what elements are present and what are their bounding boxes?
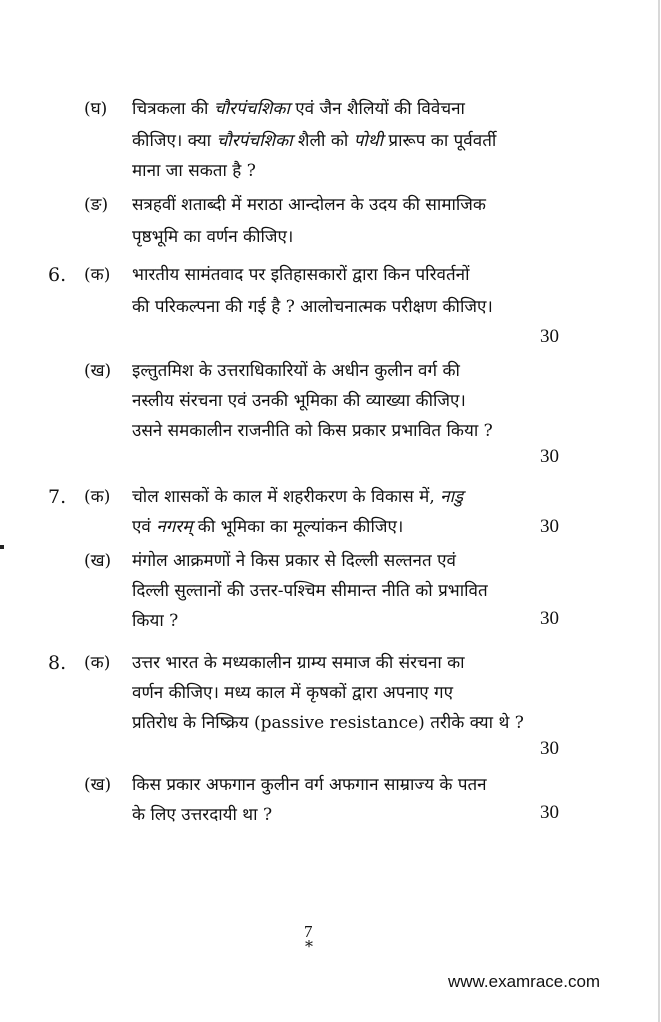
star-mark: * [305, 937, 313, 956]
text-span: शैली को [292, 131, 354, 151]
q8-kha-line-1: किस प्रकार अफगान कुलीन वर्ग अफगान साम्राज्य के पतन [132, 775, 487, 795]
q7-kha-label: (ख) [84, 551, 112, 571]
text-span: एवं [132, 517, 157, 537]
q6-ka-marks: 30 [540, 326, 559, 347]
q8-ka-marks: 30 [540, 738, 559, 759]
text-span: चोल शासकों के काल में शहरीकरण के विकास में, [132, 487, 441, 507]
text-span: एवं जैन शैलियों की विवेचना [289, 99, 465, 119]
q8-kha-marks: 30 [540, 802, 559, 823]
q7-kha-marks: 30 [540, 608, 559, 629]
q5-nga-line-2: पृष्ठभूमि का वर्णन कीजिए। [132, 227, 294, 247]
italic-term: पोथी [353, 131, 384, 151]
q6-kha-marks: 30 [540, 446, 559, 467]
q7-kha-line-1: मंगोल आक्रमणों ने किस प्रकार से दिल्ली सल्तनत एवं [132, 551, 456, 571]
q6-ka-line-2: की परिकल्पना की गई है ? आलोचनात्मक परीक्षण कीजिए। [132, 297, 493, 317]
italic-term: नाडु [440, 487, 464, 507]
page-number: 7 [304, 922, 313, 941]
q5-gha-line-1 [132, 98, 465, 120]
q6-kha-label: (ख) [84, 361, 112, 381]
q6-kha-line-1: इल्तुतमिश के उत्तराधिकारियों के अधीन कुलीन वर्ग की [132, 361, 460, 381]
italic-term: नगरम् [156, 517, 193, 537]
q5-gha-label: (घ) [84, 99, 108, 119]
q7-kha-line-2: दिल्ली सुल्तानों की उत्तर-पश्चिम सीमान्त नीति को प्रभावित [132, 581, 488, 601]
q8-kha-label: (ख) [84, 775, 112, 795]
q7-ka-line-1 [132, 486, 463, 508]
q6-kha-line-2: नस्लीय संरचना एवं उनकी भूमिका की व्याख्या कीजिए। [132, 391, 466, 411]
text-span: की भूमिका का मूल्यांकन कीजिए। [192, 517, 404, 537]
q7-kha-line-3: किया ? [132, 611, 179, 631]
q6-kha-line-3: उसने समकालीन राजनीति को किस प्रकार प्रभावित किया ? [132, 421, 493, 441]
footer-url: www.examrace.com [448, 972, 601, 991]
italic-term: चौरपंचशिका [216, 131, 293, 151]
text-span: चित्रकला की [132, 99, 214, 119]
q8-kha-line-2: के लिए उत्तरदायी था ? [132, 805, 273, 825]
q7-number: 7. [48, 486, 67, 508]
q5-gha-line-3: माना जा सकता है ? [132, 161, 256, 181]
q8-number: 8. [48, 652, 67, 674]
q5-nga-label: (ङ) [84, 195, 109, 215]
q6-ka-label: (क) [84, 265, 111, 285]
q7-ka-marks: 30 [540, 516, 559, 537]
scan-edge-line [658, 0, 660, 1022]
q8-ka-label: (क) [84, 653, 111, 673]
text-span: कीजिए। क्या [132, 131, 217, 151]
q5-gha-line-2 [132, 130, 496, 152]
q8-ka-line-1: उत्तर भारत के मध्यकालीन ग्राम्य समाज की संरचना का [132, 653, 465, 673]
q8-ka-line-3: प्रतिरोध के निष्क्रिय (passive resistance) तरीके क्या थे ? [132, 713, 524, 733]
q8-ka-line-2: वर्णन कीजिए। मध्य काल में कृषकों द्वारा अपनाए गए [132, 683, 454, 703]
italic-term: चौरपंचशिका [213, 99, 290, 119]
q6-ka-line-1: भारतीय सामंतवाद पर इतिहासकारों द्वारा किन परिवर्तनों [132, 265, 470, 285]
q5-nga-line-1: सत्रहवीं शताब्दी में मराठा आन्दोलन के उदय की सामाजिक [132, 195, 486, 215]
q6-number: 6. [48, 264, 67, 286]
text-span: प्रारूप का पूर्ववर्ती [383, 131, 497, 151]
q7-ka-line-2 [132, 516, 403, 538]
scan-mark [0, 545, 4, 549]
q7-ka-label: (क) [84, 487, 111, 507]
